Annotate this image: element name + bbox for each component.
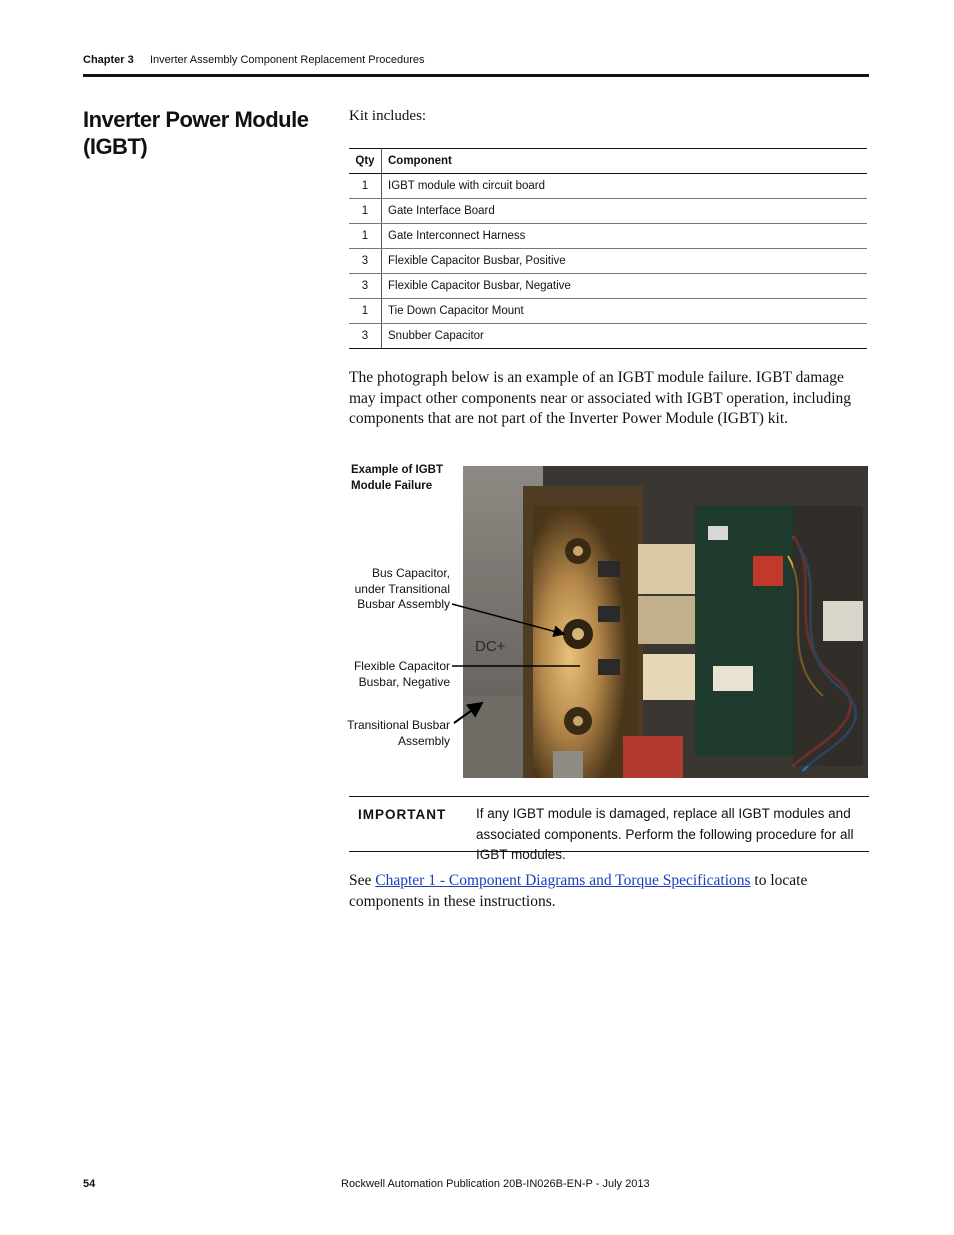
table-row bbox=[349, 299, 867, 324]
important-label: IMPORTANT bbox=[358, 807, 447, 822]
failure-description: The photograph below is an example of an IGBT module failure. IGBT damage may impact other components near or associated with IGBT operation, including components that are not part of the Inverter Power Module (IGBT) kit. bbox=[349, 369, 852, 427]
table-header-row bbox=[349, 149, 867, 174]
section-title: Inverter Power Module (IGBT) bbox=[83, 107, 309, 159]
component-cell: Gate Interface Board bbox=[382, 199, 868, 224]
figure-caption: Example of IGBT Module Failure bbox=[351, 464, 444, 492]
column-header-component: Component bbox=[382, 149, 868, 174]
kit-intro: Kit includes: bbox=[349, 108, 427, 124]
reference-prefix: See bbox=[349, 872, 376, 889]
header-rule bbox=[83, 74, 869, 77]
table-row bbox=[349, 199, 867, 224]
component-cell: Snubber Capacitor bbox=[382, 324, 868, 349]
publication-footer: Rockwell Automation Publication 20B-IN026B-EN-P - July 2013 bbox=[341, 1178, 650, 1190]
arrow-transitional-busbar bbox=[454, 703, 482, 723]
component-cell: Flexible Capacitor Busbar, Negative bbox=[382, 274, 868, 299]
reference-suffix: to locate components in these instructions. bbox=[349, 872, 808, 910]
chapter-label: Chapter 3 bbox=[83, 54, 134, 66]
qty-cell: 1 bbox=[349, 174, 382, 199]
qty-cell: 3 bbox=[349, 324, 382, 349]
page-number: 54 bbox=[83, 1178, 96, 1190]
chapter-title: Inverter Assembly Component Replacement Procedures bbox=[150, 54, 425, 66]
component-cell: Tie Down Capacitor Mount bbox=[382, 299, 868, 324]
qty-cell: 1 bbox=[349, 299, 382, 324]
qty-cell: 3 bbox=[349, 249, 382, 274]
arrow-bus-capacitor bbox=[452, 604, 564, 634]
table-row bbox=[349, 174, 867, 199]
reference-paragraph bbox=[349, 870, 869, 912]
table-row bbox=[349, 324, 867, 349]
table-row bbox=[349, 224, 867, 249]
callout-flexible-busbar-negative: Flexible Capacitor Busbar, Negative bbox=[353, 659, 450, 689]
callout-arrows bbox=[440, 560, 580, 740]
qty-cell: 1 bbox=[349, 224, 382, 249]
component-cell: Flexible Capacitor Busbar, Positive bbox=[382, 249, 868, 274]
component-cell: IGBT module with circuit board bbox=[382, 174, 868, 199]
component-cell: Gate Interconnect Harness bbox=[382, 224, 868, 249]
qty-cell: 1 bbox=[349, 199, 382, 224]
table-row bbox=[349, 274, 867, 299]
qty-cell: 3 bbox=[349, 274, 382, 299]
table-row bbox=[349, 249, 867, 274]
important-text: If any IGBT module is damaged, replace all IGBT modules and associated components. Perform the following procedure for all IGBT modules. bbox=[476, 806, 854, 862]
chapter1-link[interactable]: Chapter 1 - Component Diagrams and Torque Specifications bbox=[375, 872, 751, 889]
kit-table bbox=[349, 148, 867, 349]
dc-plus-marking: DC+ bbox=[475, 638, 506, 655]
callout-transitional-busbar: Transitional Busbar Assembly bbox=[347, 718, 450, 748]
column-header-qty: Qty bbox=[349, 149, 382, 174]
callout-bus-capacitor: Bus Capacitor, under Transitional Busbar Assembly bbox=[354, 566, 450, 611]
important-notice bbox=[349, 796, 869, 862]
